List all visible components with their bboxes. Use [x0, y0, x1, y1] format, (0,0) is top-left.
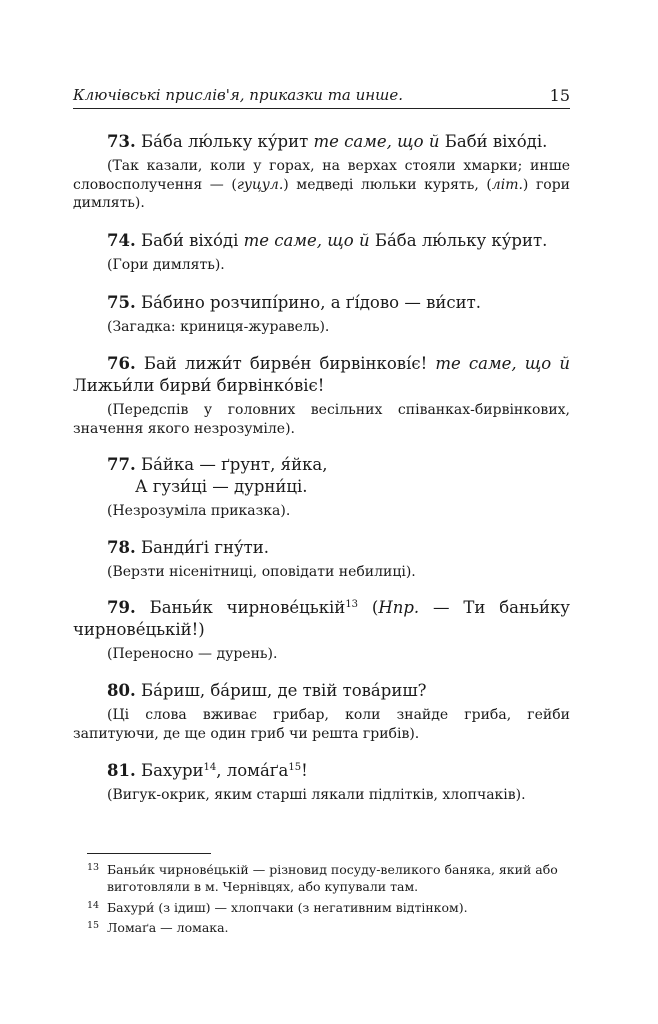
footnote-text: Баньи́к чирнове́цькій — різновид посуду-великого баняка, який або виготовляли в м. Чернівцях, або купували там.	[107, 862, 558, 894]
running-title: Ключівські прислів'я, приказки та инше.	[73, 86, 404, 104]
footnote-text: Бахури́ (з ідиш) — хлопчаки (з негативним відтінком).	[107, 900, 468, 915]
footnote-number: 13	[87, 862, 100, 873]
proverb-entry-73	[73, 131, 570, 213]
footnote-ref[interactable]: 13	[345, 599, 359, 610]
proverb-headword: 73. Ба́ба лю́льку ку́рит те саме, що й Баби́ віхо́ді.	[107, 132, 548, 151]
entry-number: 79.	[107, 598, 136, 617]
proverb-explanation: (Гори димлять).	[107, 257, 225, 273]
proverb-headword: 77. Ба́йка — ґрунт, я́йка, А гузи́ці — дурни́ці.	[73, 454, 570, 498]
proverb-explanation: (Незрозуміла приказка).	[107, 503, 291, 519]
entry-number: 74.	[107, 231, 136, 250]
proverb-entry-74	[73, 230, 570, 275]
footnote-number: 14	[87, 900, 100, 911]
entry-number: 81.	[107, 761, 136, 780]
entry-number: 80.	[107, 681, 136, 700]
proverb-explanation: (Переносно — дурень).	[107, 646, 278, 662]
page-number: 15	[549, 86, 570, 105]
proverb-entry-78	[73, 537, 570, 582]
proverb-headword: 76. Бай лижи́т бирве́н бирвінкові́є! те саме, що й Лижьи́ли бирви́ бирвінко́віє!	[73, 354, 570, 395]
proverb-headword: 74. Баби́ віхо́ді те саме, що й Ба́ба лю́льку ку́рит.	[107, 231, 548, 250]
footnote-14	[87, 899, 570, 916]
footnote-15	[87, 919, 570, 936]
headword-second-line: А гузи́ці — дурни́ці.	[135, 477, 308, 496]
proverb-entry-81	[73, 760, 570, 805]
proverb-explanation: (Передспів у головних весільних співанках-бирвінкових, значення якого незрозуміле).	[73, 402, 570, 437]
entry-number: 76.	[107, 354, 136, 373]
proverb-headword: 75. Ба́бино розчипі́рино, а ґі́дово — ви́сит.	[107, 293, 481, 312]
proverb-entry-75	[73, 292, 570, 337]
proverb-explanation: (Верзти нісенітниці, оповідати небилиці).	[107, 564, 416, 580]
footnote-text: Ломаґа — ломака.	[107, 920, 229, 935]
entry-number: 75.	[107, 293, 136, 312]
entry-number: 77.	[107, 455, 136, 474]
proverb-entry-76	[73, 353, 570, 438]
proverb-entry-79	[73, 597, 570, 664]
proverb-headword: 79. Баньи́к чирнове́цькій$^{13}$ (Нпр. — Ти баньи́ку чирнове́цькій!)	[73, 598, 570, 639]
proverb-headword: 80. Ба́риш, ба́риш, де твій това́риш?	[107, 681, 427, 700]
footnote-13	[87, 861, 570, 895]
proverb-explanation: (Вигук-окрик, яким старші лякали підлітків, хлопчаків).	[107, 787, 526, 803]
proverb-entry-80	[73, 680, 570, 743]
footnote-number: 15	[87, 920, 100, 931]
proverb-explanation: (Загадка: криниця-журавель).	[107, 319, 330, 335]
footnote-ref[interactable]: 15	[288, 762, 302, 773]
footnote-ref[interactable]: 14	[203, 762, 217, 773]
proverb-explanation: (Ці слова вживає грибар, коли знайде гриба, гейби запитуючи, де ще один гриб чи решта грибів).	[73, 707, 570, 742]
proverb-explanation: (Так казали, коли у горах, на верхах стояли хмарки; инше словосполучення — (гуцул.) медведі люльки курять, (літ.) гори димлять).	[73, 158, 571, 211]
proverb-headword: 81. Бахури$^{14}$, $лома́ґа^{15}$!	[107, 761, 308, 780]
footnote-divider	[87, 853, 211, 854]
proverb-entry-77	[73, 454, 570, 521]
proverb-headword: 78. Банди́ґі гну́ти.	[107, 538, 270, 557]
entry-number: 73.	[107, 132, 136, 151]
running-header	[73, 86, 570, 109]
entry-number: 78.	[107, 538, 136, 557]
